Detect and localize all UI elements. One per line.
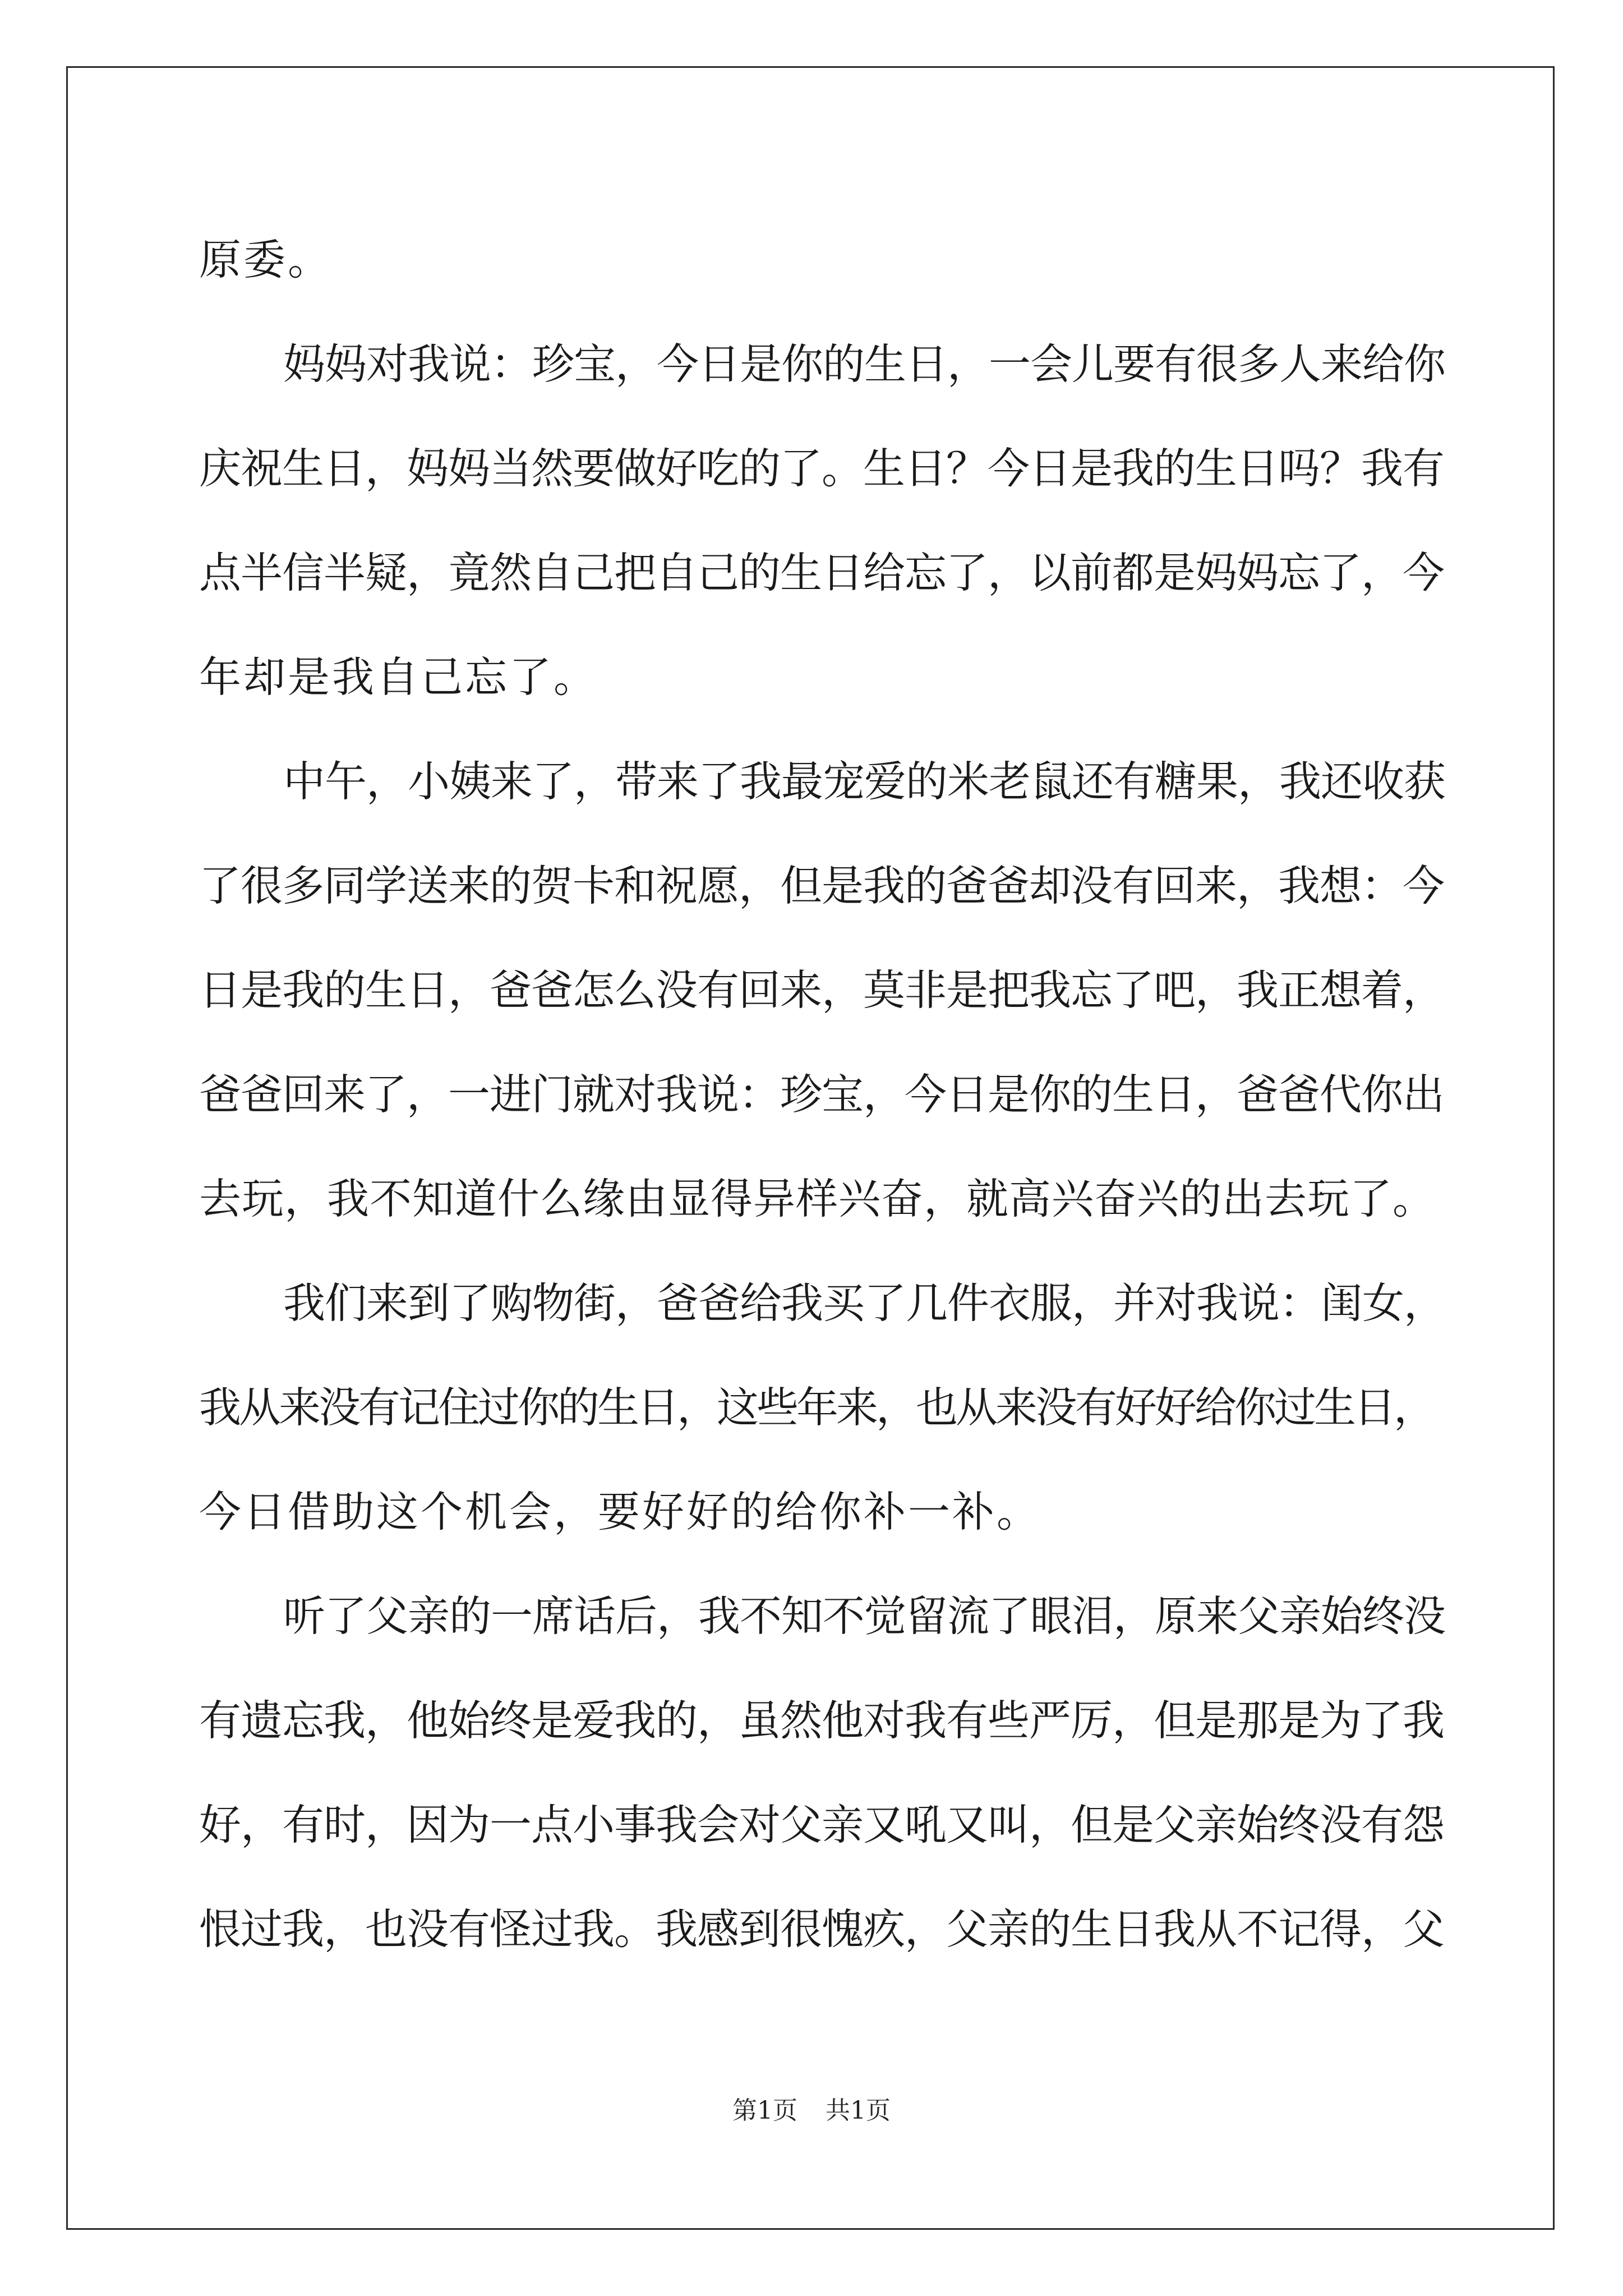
text-line: 我从来没有记住过你的生日，这些年来，也从来没有好好给你过生日， <box>199 1383 1434 1432</box>
text-line: 了很多同学送来的贺卡和祝愿，但是我的爸爸却没有回来，我想：今 <box>199 861 1445 910</box>
page-footer <box>0 2094 1623 2128</box>
page-number: 第1页 <box>732 2096 797 2125</box>
text-line: 我们来到了购物街，爸爸给我买了几件衣服，并对我说：闺女， <box>283 1278 1446 1328</box>
text-line: 日是我的生日，爸爸怎么没有回来，莫非是把我忘了吧，我正想着， <box>199 965 1445 1015</box>
text-line: 去玩，我不知道什么缘由显得异样兴奋，就高兴奋兴的出去玩了。 <box>199 1174 1436 1223</box>
text-line: 年却是我自己忘了。 <box>199 652 598 702</box>
text-line: 原委。 <box>199 235 333 284</box>
text-line: 恨过我，也没有怪过我。我感到很愧疚，父亲的生日我从不记得，父 <box>199 1904 1445 1954</box>
text-line: 爸爸回来了，一进门就对我说：珍宝，今日是你的生日，爸爸代你出 <box>199 1070 1445 1119</box>
text-line: 中午，小姨来了，带来了我最宠爱的米老鼠还有糖果，我还收获 <box>283 757 1446 806</box>
text-line: 听了父亲的一席话后，我不知不觉留流了眼泪，原来父亲始终没 <box>283 1591 1446 1641</box>
text-line: 庆祝生日，妈妈当然要做好吃的了。生日？今日是我的生日吗？我有 <box>199 444 1445 493</box>
text-line: 点半信半疑，竟然自己把自己的生日给忘了，以前都是妈妈忘了，今 <box>199 548 1445 597</box>
document-body <box>199 208 1450 1981</box>
text-line: 有遗忘我，他始终是爱我的，虽然他对我有些严厉，但是那是为了我 <box>199 1696 1445 1745</box>
text-line: 好，有时，因为一点小事我会对父亲又吼又叫，但是父亲始终没有怨 <box>199 1800 1445 1849</box>
text-line: 妈妈对我说：珍宝，今日是你的生日，一会儿要有很多人来给你 <box>283 339 1446 389</box>
page-total: 共1页 <box>826 2096 891 2125</box>
text-line: 今日借助这个机会，要好好的给你补一补。 <box>199 1487 1041 1536</box>
